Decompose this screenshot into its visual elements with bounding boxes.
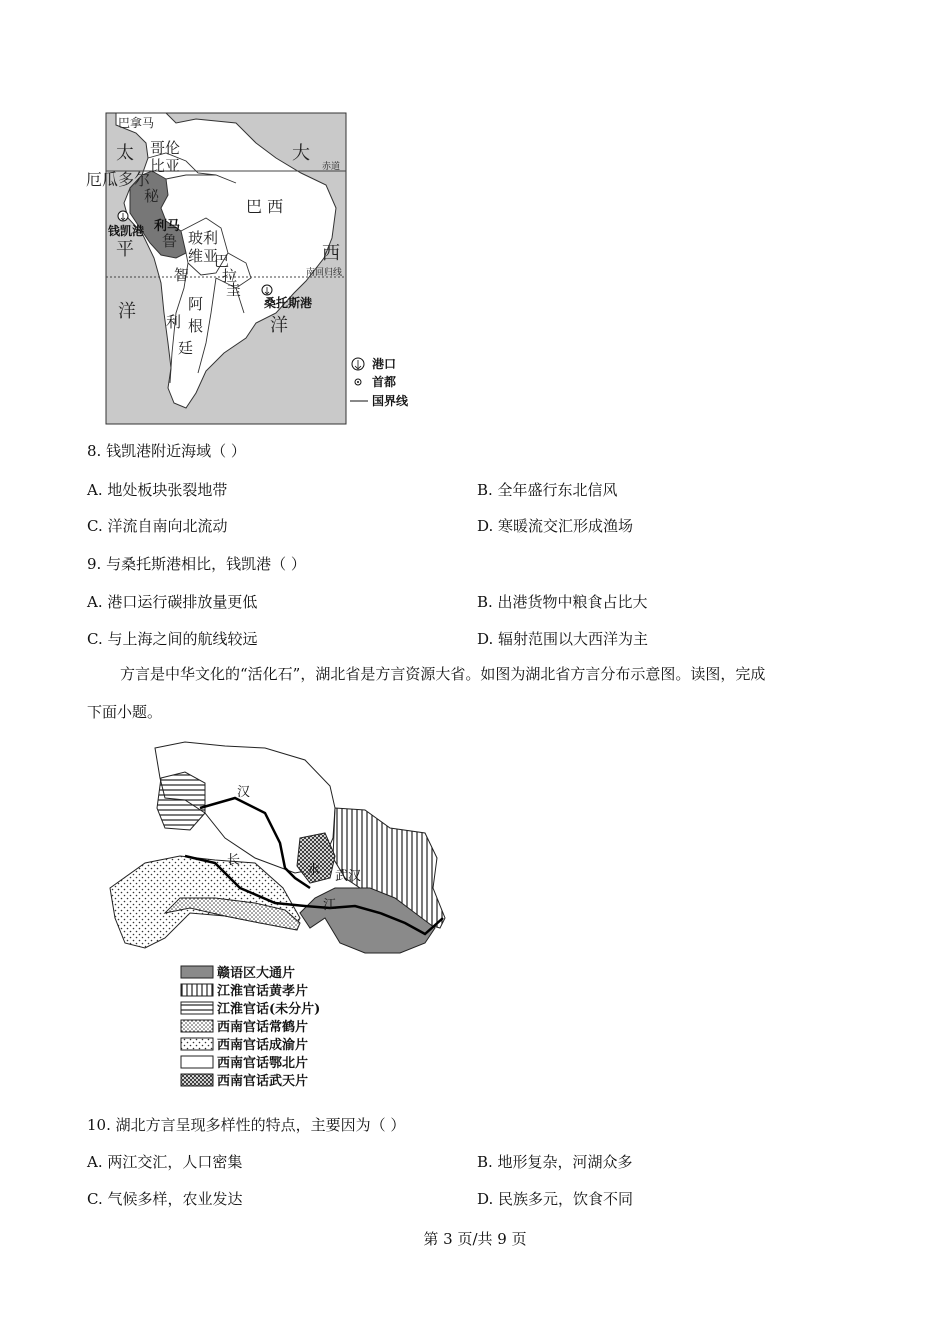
question-9-option-b[interactable]: B. 出港货物中粮食占比大 <box>477 593 648 611</box>
question-9-stem: 9. 与桑托斯港相比，钱凯港（ ） <box>87 555 306 573</box>
label-argentina-2: 根 <box>188 317 204 335</box>
label-chile-1: 智 <box>174 266 190 284</box>
chancay-port-icon <box>118 211 128 221</box>
question-10-stem: 10. 湖北方言呈现多样性的特点，主要因为（ ） <box>87 1116 406 1134</box>
santos-port-icon <box>262 285 272 295</box>
label-lu: 鲁 <box>162 232 178 250</box>
legend-changhe: 西南官话常鹤片 <box>217 1020 309 1035</box>
label-paraguay-3: 圭 <box>226 281 242 299</box>
legend-huangxiao: 江淮官话黄孝片 <box>217 984 309 999</box>
label-tai: 太 <box>116 143 134 164</box>
label-paraguay-2: 拉 <box>222 267 238 285</box>
label-shui: 水 <box>307 863 321 878</box>
question-9-option-c[interactable]: C. 与上海之间的航线较远 <box>87 630 258 648</box>
intro-line-1: 方言是中华文化的“活化石”，湖北省是方言资源大省。如图为湖北省方言分布示意图。读图，完成 <box>120 665 766 683</box>
label-xi: 西 <box>322 243 340 264</box>
label-han: 汉 <box>237 785 251 800</box>
label-argentina-1: 阿 <box>188 295 204 313</box>
label-da: 大 <box>292 143 310 164</box>
question-10-option-a[interactable]: A. 两江交汇，人口密集 <box>87 1153 243 1171</box>
south-america-map <box>86 113 416 428</box>
legend-swatch-unsplit <box>181 1002 213 1014</box>
legend-capital: 首都 <box>372 375 397 389</box>
legend-wutian: 西南官话武天片 <box>217 1074 309 1089</box>
question-8-option-a[interactable]: A. 地处板块张裂地带 <box>87 481 228 499</box>
legend-swatch-changhe <box>181 1020 213 1032</box>
label-panama: 巴拿马 <box>118 116 155 130</box>
label-chancay: 钱凯港 <box>108 224 145 238</box>
label-chile-2: 利 <box>166 313 182 331</box>
legend-swatch-chengyu <box>181 1038 213 1050</box>
label-yang-left: 洋 <box>118 301 136 322</box>
region-jianghuai-unsplit <box>157 772 205 830</box>
label-ecuador: 厄瓜多尔 <box>86 170 151 189</box>
label-peru: 秘 <box>144 187 160 205</box>
label-jiang: 江 <box>323 898 337 913</box>
label-colombia-2: 比亚 <box>150 157 181 175</box>
capital-legend-icon <box>355 379 361 385</box>
page-footer: 第 3 页/共 9 页 <box>423 1230 527 1248</box>
label-bolivia-1: 玻利 <box>188 229 219 247</box>
legend-ebei: 西南官话鄂北片 <box>217 1056 309 1071</box>
question-9-option-d[interactable]: D. 辐射范围以大西洋为主 <box>477 630 649 648</box>
question-10-option-d[interactable]: D. 民族多元，饮食不同 <box>477 1190 634 1208</box>
question-10-option-b[interactable]: B. 地形复杂，河湖众多 <box>477 1153 633 1171</box>
question-8-option-d[interactable]: D. 寒暖流交汇形成渔场 <box>477 517 634 535</box>
label-bolivia-2: 维亚 <box>188 247 219 265</box>
label-wuhan: 武汉 <box>335 869 362 884</box>
legend-port: 港口 <box>372 357 397 371</box>
intro-line-2: 下面小题。 <box>87 703 163 721</box>
question-9-option-a[interactable]: A. 港口运行碳排放量更低 <box>87 593 258 611</box>
legend-border: 国界线 <box>372 394 409 408</box>
label-equator: 赤道 <box>322 162 341 172</box>
legend-swatch-wutian <box>181 1074 213 1086</box>
label-santos: 桑托斯港 <box>264 296 313 310</box>
label-argentina-3: 廷 <box>178 339 194 357</box>
question-8-stem: 8. 钱凯港附近海域（ ） <box>87 442 246 460</box>
legend-swatch-huangxiao <box>181 984 213 996</box>
label-colombia-1: 哥伦 <box>150 139 181 157</box>
question-8-option-c[interactable]: C. 洋流自南向北流动 <box>87 517 228 535</box>
label-chang: 长 <box>227 853 241 868</box>
label-tropic: 南回归线 <box>306 268 343 278</box>
label-paraguay-1: 巴 <box>214 252 230 270</box>
question-10-option-c[interactable]: C. 气候多样，农业发达 <box>87 1190 243 1208</box>
legend-datong: 赣语区大通片 <box>217 966 296 981</box>
question-8-option-b[interactable]: B. 全年盛行东北信风 <box>477 481 618 499</box>
label-ping: 平 <box>116 239 134 260</box>
label-brazil: 巴 西 <box>246 197 284 216</box>
legend-swatch-ebei <box>181 1056 213 1068</box>
legend-unsplit: 江淮官话(未分片) <box>217 1002 321 1017</box>
hubei-dialect-map <box>105 738 455 1100</box>
legend-swatch-datong <box>181 966 213 978</box>
label-yang-right: 洋 <box>270 315 288 336</box>
legend-chengyu: 西南官话成渝片 <box>217 1038 309 1053</box>
label-lima: 利马 <box>154 219 181 234</box>
port-legend-icon <box>352 358 364 370</box>
